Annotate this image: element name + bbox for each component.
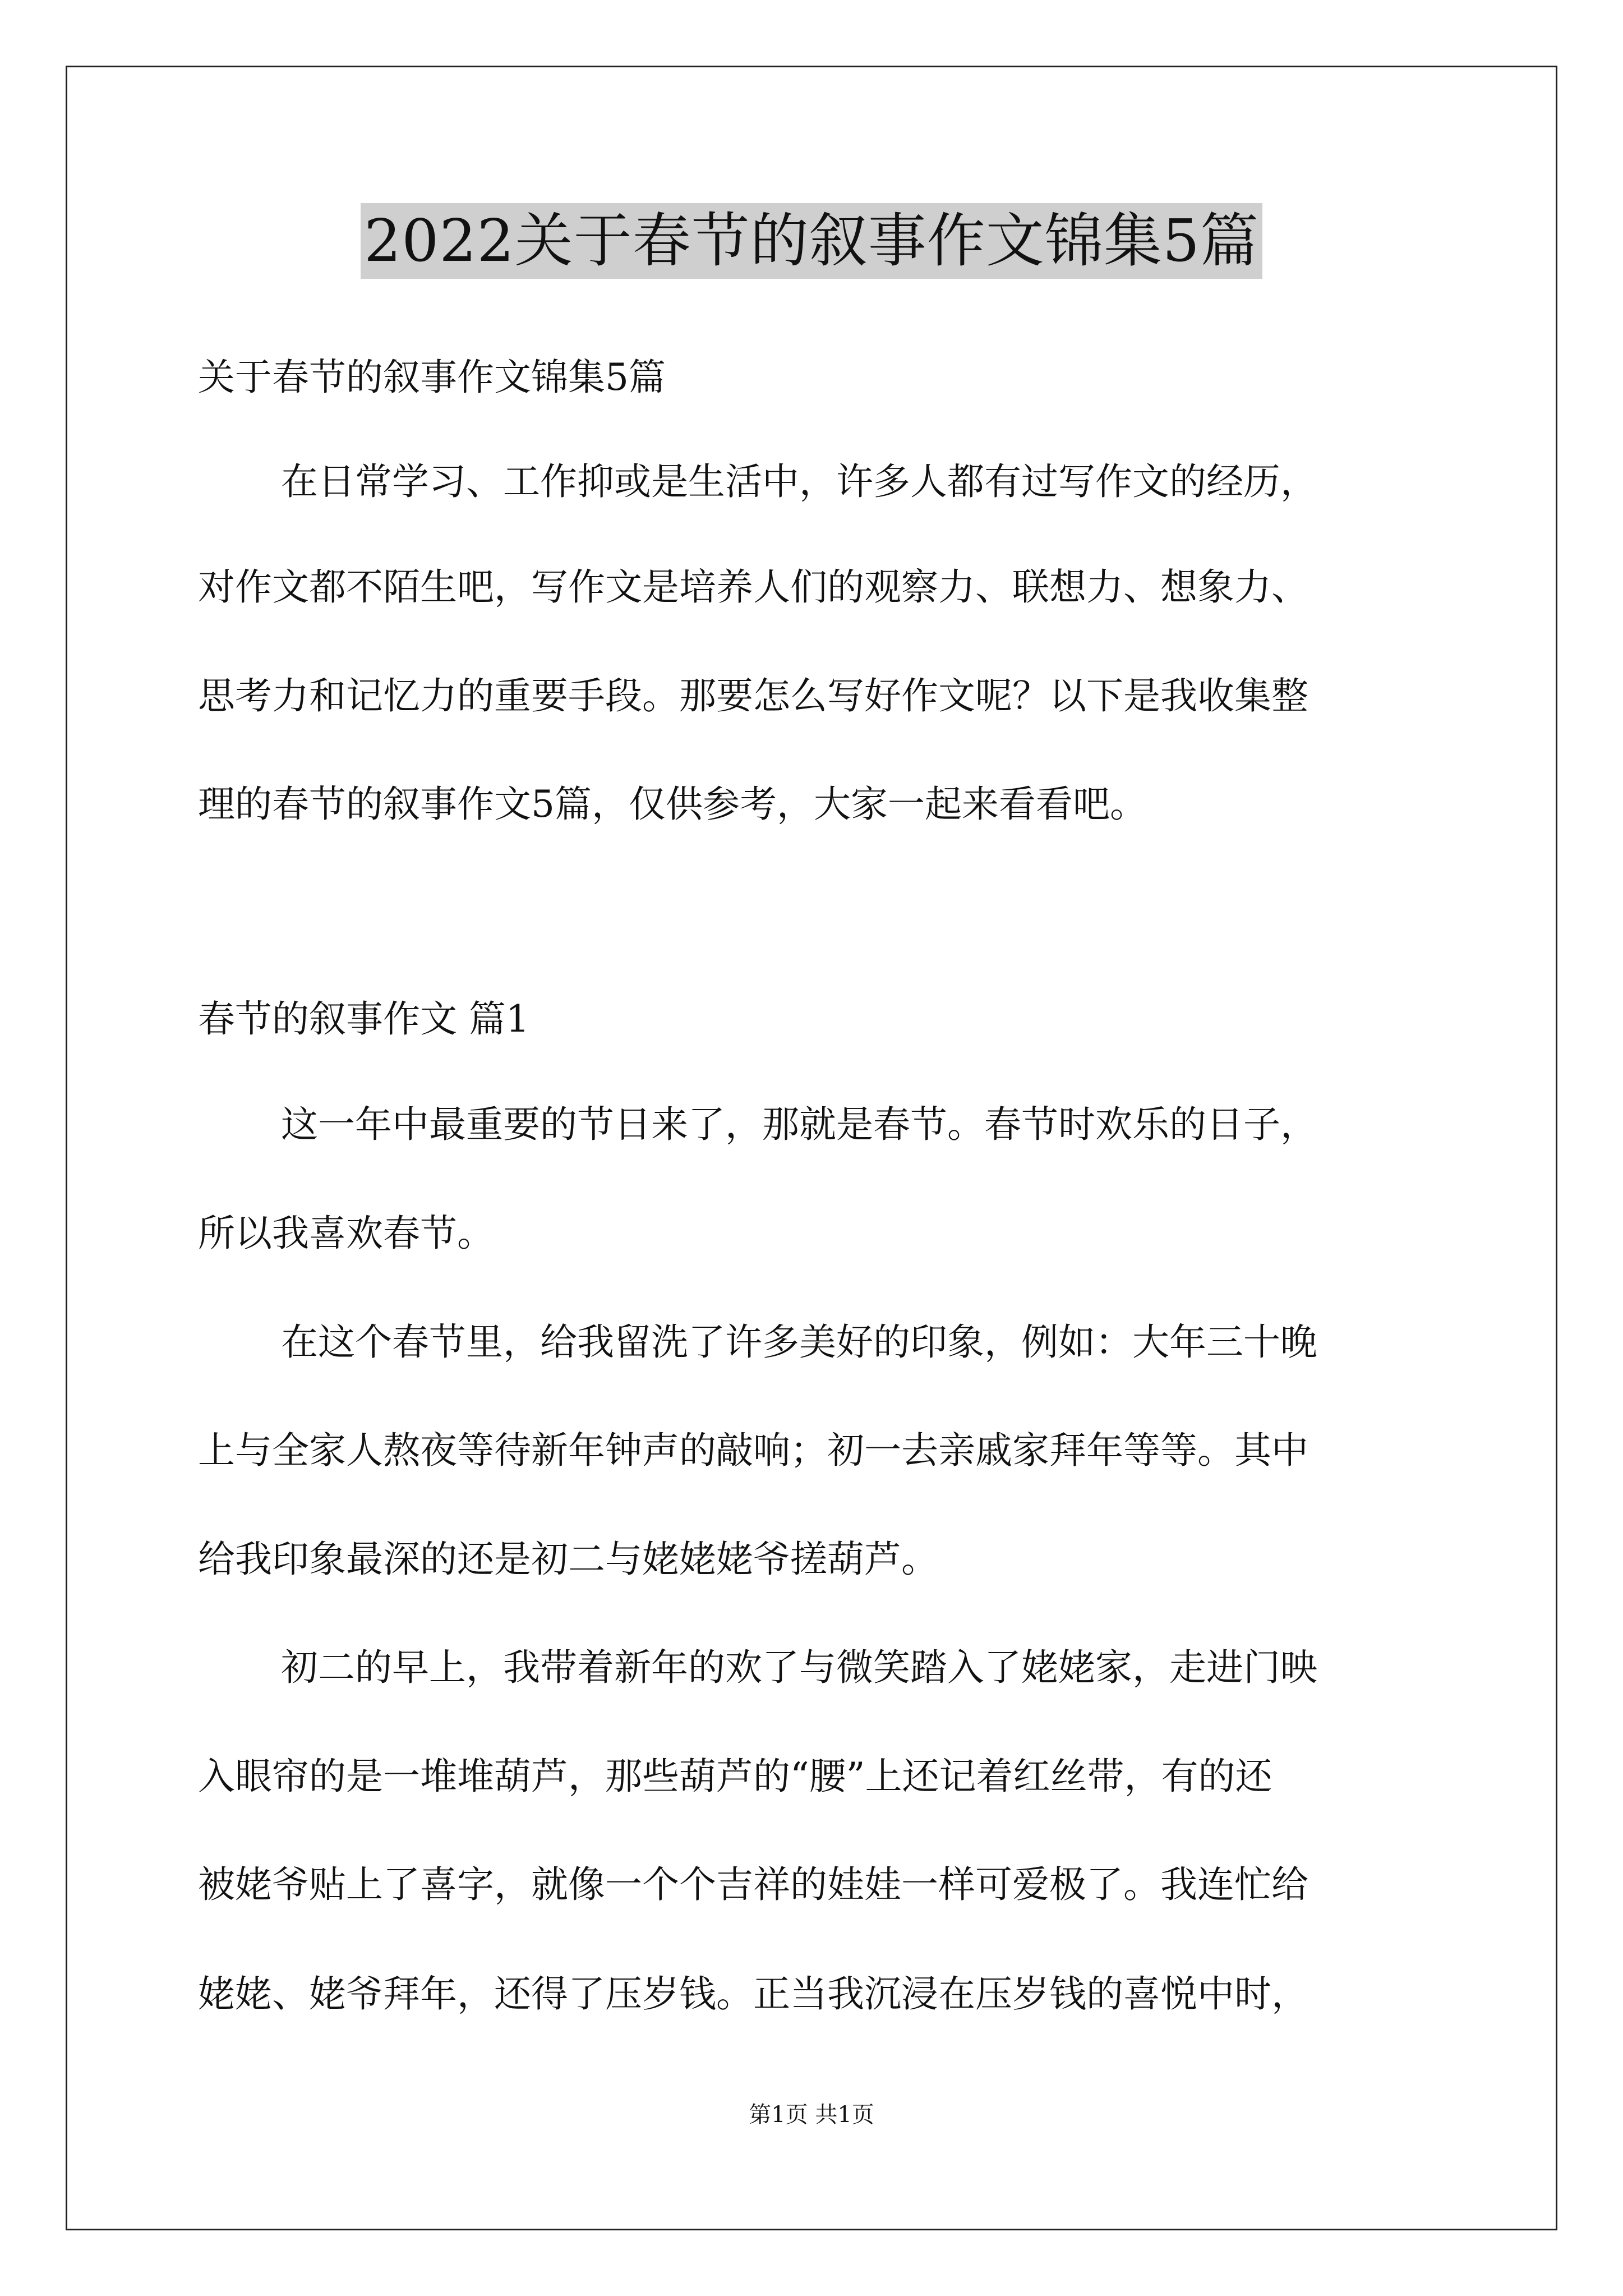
intro-line: 理的春节的叙事作文5篇，仅供参考，大家一起来看看吧。: [198, 783, 1147, 826]
document-title: 2022关于春节的叙事作文锦集5篇: [361, 203, 1262, 279]
paragraph-line: 给我印象最深的还是初二与姥姥姥爷搓葫芦。: [198, 1538, 938, 1581]
paragraph-line: 在这个春节里，给我留洗了许多美好的印象，例如：大年三十晚: [281, 1320, 1317, 1364]
paragraph-line: 初二的早上，我带着新年的欢了与微笑踏入了姥姥家，走进门映: [281, 1646, 1317, 1689]
title-container: [0, 203, 1623, 279]
intro-line: 对作文都不陌生吧，写作文是培养人们的观察力、联想力、想象力、: [198, 565, 1308, 609]
section-heading: 春节的叙事作文 篇1: [198, 997, 529, 1041]
paragraph-line: 被姥爷贴上了喜字，就像一个个吉祥的娃娃一样可爱极了。我连忙给: [198, 1863, 1308, 1906]
intro-line: 思考力和记忆力的重要手段。那要怎么写好作文呢？以下是我收集整: [198, 674, 1308, 717]
page-footer: 第1页 共1页: [749, 2102, 874, 2128]
paragraph-line: 姥姥、姥爷拜年，还得了压岁钱。正当我沉浸在压岁钱的喜悦中时，: [198, 1972, 1308, 2016]
document-subtitle: 关于春节的叙事作文锦集5篇: [198, 356, 666, 399]
paragraph-line: 所以我喜欢春节。: [198, 1212, 494, 1255]
paragraph-line: 上与全家人熬夜等待新年钟声的敲响；初一去亲戚家拜年等等。其中: [198, 1429, 1308, 1472]
intro-line: 在日常学习、工作抑或是生活中，许多人都有过写作文的经历，: [281, 460, 1317, 503]
paragraph-line: 这一年中最重要的节日来了，那就是春节。春节时欢乐的日子，: [281, 1103, 1317, 1146]
paragraph-line: 入眼帘的是一堆堆葫芦，那些葫芦的“腰”上还记着红丝带，有的还: [198, 1755, 1272, 1798]
